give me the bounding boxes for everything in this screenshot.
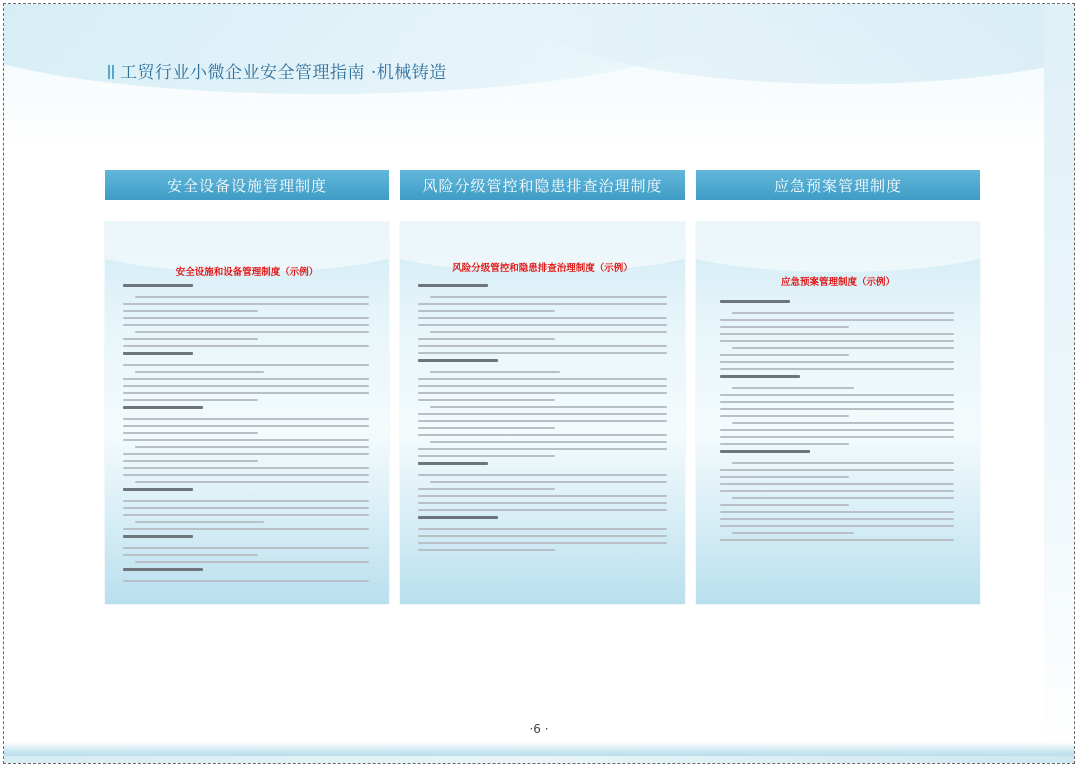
body-text-line xyxy=(123,460,258,462)
body-text-line xyxy=(418,420,667,422)
body-text-line xyxy=(123,467,369,469)
body-text-line xyxy=(720,504,849,506)
body-text-line xyxy=(418,528,667,530)
body-text-line xyxy=(720,539,954,541)
section-heading-line xyxy=(123,568,203,571)
body-text-line xyxy=(732,312,954,314)
section-heading-line xyxy=(720,300,790,303)
body-text-line xyxy=(720,319,954,321)
body-text-line xyxy=(418,509,667,511)
body-text-line xyxy=(720,361,954,363)
body-text-line xyxy=(732,532,854,534)
page-frame xyxy=(3,3,1075,764)
body-text-line xyxy=(418,317,667,319)
section-heading-line xyxy=(720,375,800,378)
body-text-line xyxy=(418,495,667,497)
body-text-line xyxy=(720,490,954,492)
body-text-line xyxy=(732,422,954,424)
document-title: 风险分级管控和隐患排查治理制度（示例） xyxy=(452,263,633,274)
body-text-line xyxy=(418,385,667,387)
body-text-line xyxy=(123,399,258,401)
page-number: ·6 · xyxy=(529,722,549,736)
body-text-line xyxy=(720,476,849,478)
body-text-line xyxy=(720,429,954,431)
body-text-line xyxy=(123,345,369,347)
body-text-line xyxy=(123,303,369,305)
body-text-line xyxy=(418,434,667,436)
body-text-line xyxy=(123,324,369,326)
body-text-line xyxy=(720,394,954,396)
body-text-line xyxy=(430,481,667,483)
body-text-line xyxy=(123,432,258,434)
body-text-line xyxy=(123,453,369,455)
body-text-line xyxy=(732,347,954,349)
body-text-line xyxy=(123,547,369,549)
body-text-line xyxy=(135,331,369,333)
body-text-line xyxy=(418,378,667,380)
document-thumbnail-emergency xyxy=(696,222,980,604)
body-text-line xyxy=(430,371,560,373)
card-glow xyxy=(696,222,980,272)
header-bar-icon xyxy=(108,65,110,79)
body-text-line xyxy=(135,371,264,373)
body-text-line xyxy=(418,338,555,340)
section-heading-line xyxy=(123,284,193,287)
body-text-line xyxy=(123,554,258,556)
body-text-line xyxy=(418,392,667,394)
body-text-line xyxy=(135,446,369,448)
body-text-line xyxy=(418,535,667,537)
body-text-line xyxy=(123,392,369,394)
document-thumbnail-risk xyxy=(400,222,685,604)
footer-strip xyxy=(4,756,1074,764)
section-heading-line xyxy=(418,284,488,287)
body-text-line xyxy=(123,385,369,387)
body-text-line xyxy=(720,333,954,335)
body-text-line xyxy=(430,331,667,333)
body-text-line xyxy=(430,296,667,298)
body-text-line xyxy=(720,326,849,328)
body-text-line xyxy=(123,317,369,319)
body-text-line xyxy=(418,324,667,326)
body-text-line xyxy=(720,401,954,403)
body-text-line xyxy=(720,443,849,445)
body-text-line xyxy=(135,296,369,298)
body-text-line xyxy=(123,338,258,340)
section-heading-line xyxy=(418,462,488,465)
column-heading-emergency: 应急预案管理制度 xyxy=(696,170,980,200)
body-text-line xyxy=(418,352,667,354)
page-header xyxy=(108,58,447,83)
body-text-line xyxy=(430,406,667,408)
body-text-line xyxy=(720,518,954,520)
body-text-line xyxy=(418,310,555,312)
body-text-line xyxy=(720,340,954,342)
section-heading-line xyxy=(123,406,203,409)
body-text-line xyxy=(430,441,667,443)
body-text-line xyxy=(418,542,667,544)
body-text-line xyxy=(732,387,854,389)
body-text-line xyxy=(720,525,954,527)
section-heading-line xyxy=(123,352,193,355)
document-title: 安全设施和设备管理制度（示例） xyxy=(175,267,319,278)
body-text-line xyxy=(720,469,954,471)
body-text-line xyxy=(135,561,369,563)
section-heading-line xyxy=(123,535,193,538)
header-title-text: 工贸行业小微企业安全管理指南 ·机械铸造 xyxy=(120,63,447,83)
body-text-line xyxy=(418,427,555,429)
section-heading-line xyxy=(720,450,810,453)
body-text-line xyxy=(720,368,954,370)
body-text-line xyxy=(418,303,667,305)
column-heading-equipment: 安全设备设施管理制度 xyxy=(105,170,389,200)
body-text-line xyxy=(123,507,369,509)
body-text-line xyxy=(418,488,555,490)
section-heading-line xyxy=(418,359,498,362)
body-text-line xyxy=(123,474,369,476)
body-text-line xyxy=(123,418,369,420)
column-heading-risk: 风险分级管控和隐患排查治理制度 xyxy=(400,170,685,200)
body-text-line xyxy=(732,497,954,499)
body-text-line xyxy=(418,413,667,415)
body-text-line xyxy=(123,378,369,380)
body-text-line xyxy=(123,364,369,366)
header-bar-icon xyxy=(112,65,114,79)
body-text-line xyxy=(418,474,667,476)
document-title: 应急预案管理制度（示例） xyxy=(780,277,895,288)
body-text-line xyxy=(720,354,849,356)
section-heading-line xyxy=(123,488,193,491)
body-text-line xyxy=(123,528,369,530)
body-text-line xyxy=(123,500,369,502)
body-text-line xyxy=(418,399,555,401)
section-heading-line xyxy=(418,516,498,519)
body-text-line xyxy=(418,345,667,347)
body-text-line xyxy=(720,511,954,513)
body-text-line xyxy=(732,462,954,464)
body-text-line xyxy=(720,436,954,438)
body-text-line xyxy=(418,502,667,504)
document-thumbnail-equipment xyxy=(105,222,389,604)
body-text-line xyxy=(418,455,555,457)
body-text-line xyxy=(123,439,369,441)
body-text-line xyxy=(123,425,369,427)
body-text-line xyxy=(135,521,264,523)
body-text-line xyxy=(720,415,849,417)
body-text-line xyxy=(135,481,369,483)
body-text-line xyxy=(418,448,667,450)
body-text-line xyxy=(720,408,954,410)
body-text-line xyxy=(720,483,954,485)
body-text-line xyxy=(418,549,555,551)
body-text-line xyxy=(123,580,369,582)
body-text-line xyxy=(123,310,258,312)
body-text-line xyxy=(123,514,369,516)
side-decor-strip xyxy=(1044,4,1074,763)
